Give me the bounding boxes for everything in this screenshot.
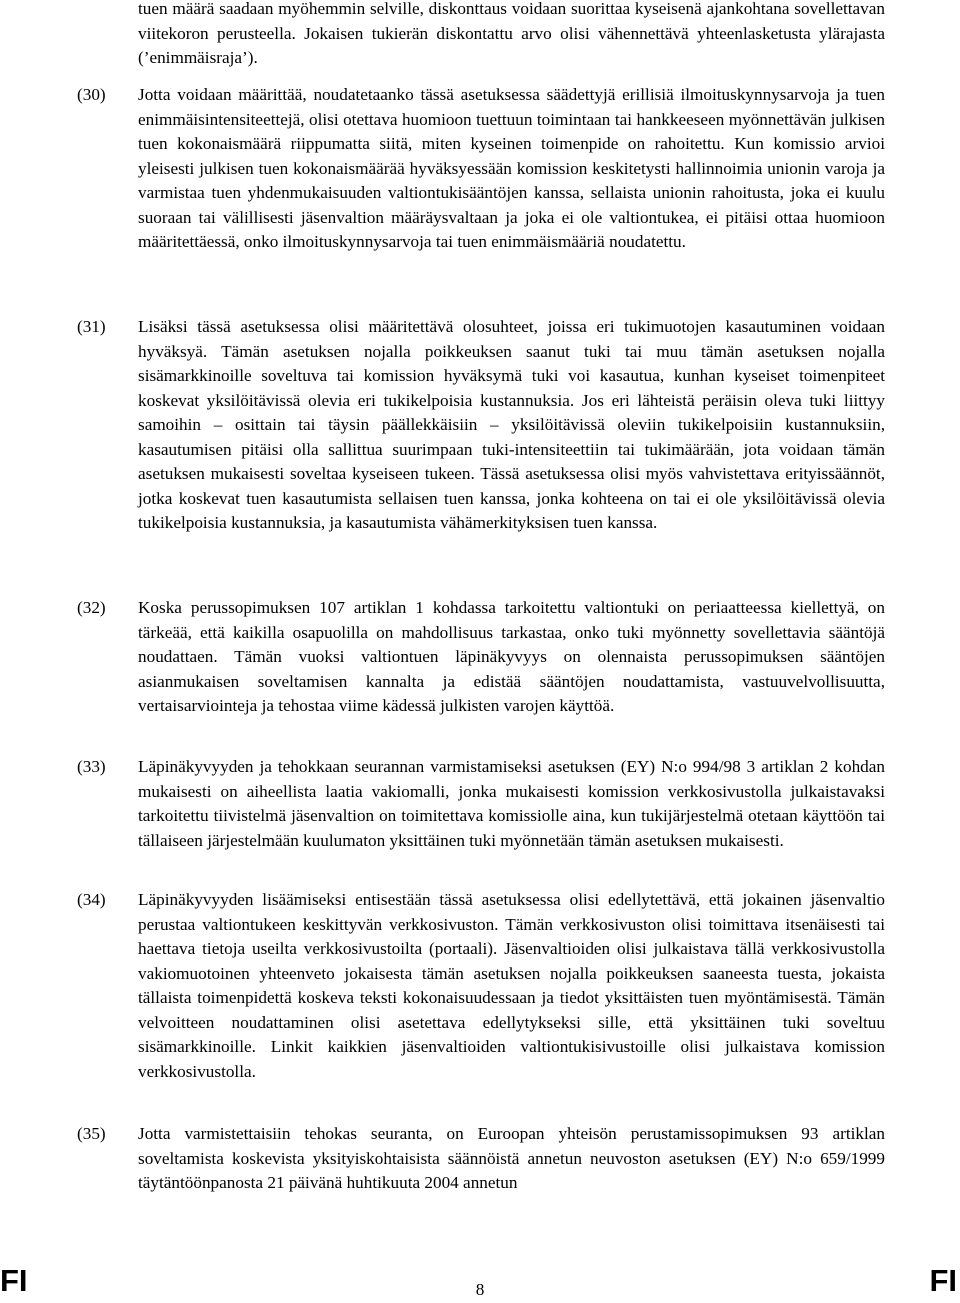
recital-number: (31) <box>77 317 106 336</box>
recital-text: Läpinäkyvyyden ja tehokkaan seurannan varmistamiseksi asetuksen (EY) N:o 994/98 3 artiklan 2 kohdan mukaisesti on aiheellista laatia vakiomalli, jonka mukaisesti komission verkkosivustolla julkaistavaksi tarkoitettu tiivistelmä jäsenvaltion on toimitettava komissiolle aina, kun tukijärjestelmä otetaan käyttöön tai tällaiseen järjestelmään kuulumaton yksittäinen tuki myönnetään tämän asetuksen mukaisesti. <box>138 757 885 850</box>
recital-number: (30) <box>77 85 106 104</box>
recital-number: (32) <box>77 598 106 617</box>
page-number: 8 <box>475 1280 485 1299</box>
recital-number: (33) <box>77 757 106 776</box>
recital-text: Koska perussopimuksen 107 artiklan 1 kohdassa tarkoitettu valtiontuki on periaatteessa kiellettyä, on tärkeää, että kaikilla osapuolilla on mahdollisuus tarkastaa, onko tuki myönnetty sovellettavia sääntöjä noudattaen. Tämän vuoksi valtiontuen läpinäkyvyys on olennaista perussopimuksen sääntöjen asianmukaisen soveltamisen kannalta ja edistää sääntöjen noudattamista, vastuuvelvollisuutta, vertaisarviointeja ja tehostaa viime kädessä julkisten varojen käyttöä. <box>138 598 885 715</box>
recital-text: Jotta varmistettaisiin tehokas seuranta, on Euroopan yhteisön perustamissopimuksen 93 artiklan soveltamista koskevista yksityiskohtaisista säännöistä annetun neuvoston asetuksen (EY) N:o 659/1999 täytäntöönpanosta 21 päivänä huhtikuuta 2004 annetun <box>138 1124 885 1192</box>
recital-text: Jotta voidaan määrittää, noudatetaanko tässä asetuksessa säädettyjä erillisiä ilmoituskynnysarvoja ja tuen enimmäisintensiteettejä, olisi otettava huomioon tuettuun toimintaan tai hankkeeseen myönnettävän julkisen tuen kokonaismäärä riippumatta siitä, miten kyseinen toimenpide on rahoitettu. Kun komissio arvioi yleisesti julkisen tuen kokonaismäärää hyväksyessään komission keskitetysti hallinnoimia unionin varoja ja varmistaa tuen yhdenmukaisuuden valtiontukisääntöjen kanssa, sellaista unionin rahoitusta, joka ei kuulu suoraan tai välillisesti jäsenvaltion määräysvaltaan ja joka ei ole valtiontukea, ei pitäisi ottaa huomioon määritettäessä, onko ilmoituskynnysarvoja tai tuen enimmäismääriä noudatettu. <box>138 85 885 251</box>
footer-language-left: FI <box>0 1263 28 1298</box>
recital-text: Läpinäkyvyyden lisäämiseksi entisestään tässä asetuksessa olisi edellytettävä, että jokainen jäsenvaltio perustaa valtiontukeen keskittyvän verkkosivuston. Tämän verkkosivuston olisi toimittava itsenäisesti tai haettava tietoja useilta verkkosivustoilta (portaali). Jäsenvaltioiden olisi julkaistava tällä verkkosivustolla vakiomuotoinen yhteenveto jokaisesta tämän asetuksen nojalla poikkeuksen saaneesta tuesta, jokaista tällaista toimenpidettä koskeva teksti kokonaisuudessaan ja tiedot yksittäisten tuen myöntämisestä. Tämän velvoitteen noudattaminen olisi asetettava edellytykseksi sille, että yksittäinen tuki soveltuu sisämarkkinoille. Linkit kaikkien jäsenvaltioiden valtiontukisivustoille olisi julkaistava komission verkkosivustolla. <box>138 890 885 1081</box>
recital-number: (34) <box>77 890 106 909</box>
recital-text: Lisäksi tässä asetuksessa olisi määritettävä olosuhteet, joissa eri tukimuotojen kasautuminen voidaan hyväksyä. Tämän asetuksen nojalla poikkeuksen saanut tuki tai muu tämän asetuksen nojalla sisämarkkinoille soveltuva tai komission hyväksymä tuki voi kasautua, kunhan kyseiset toimenpiteet koskevat yksilöitävissä olevia eri tukikelpoisia kustannuksia. Jos eri lähteistä peräisin oleva tuki liittyy samoihin – osittain tai täysin päällekkäisiin – yksilöitävissä oleviin tukikelpoisiin kustannuksiin, kasautumisen pitäisi olla sallittua suurimpaan tuki-intensiteettiin tai tukimäärään, jota voidaan tämän asetuksen mukaisesti soveltaa kyseiseen tukeen. Tässä asetuksessa olisi myös vahvistettava erityissäännöt, jotka koskevat tuen kasautumista sellaisen tuen kanssa, jonka kohteena on tai ei ole yksilöitävissä olevia tukikelpoisia kustannuksia, ja kasautumista vähämerkityksisen tuen kanssa. <box>138 317 885 532</box>
footer-language-right: FI <box>929 1263 957 1298</box>
continuation-paragraph: tuen määrä saadaan myöhemmin selville, diskonttaus voidaan suorittaa kyseisenä ajankohtana sovellettavan viitekoron perusteella. Jokaisen tukierän diskontattu arvo olisi vähennettävä yhteenlasketusta ylärajasta (’enimmäisraja’). <box>138 0 885 67</box>
recital-number: (35) <box>77 1124 106 1143</box>
